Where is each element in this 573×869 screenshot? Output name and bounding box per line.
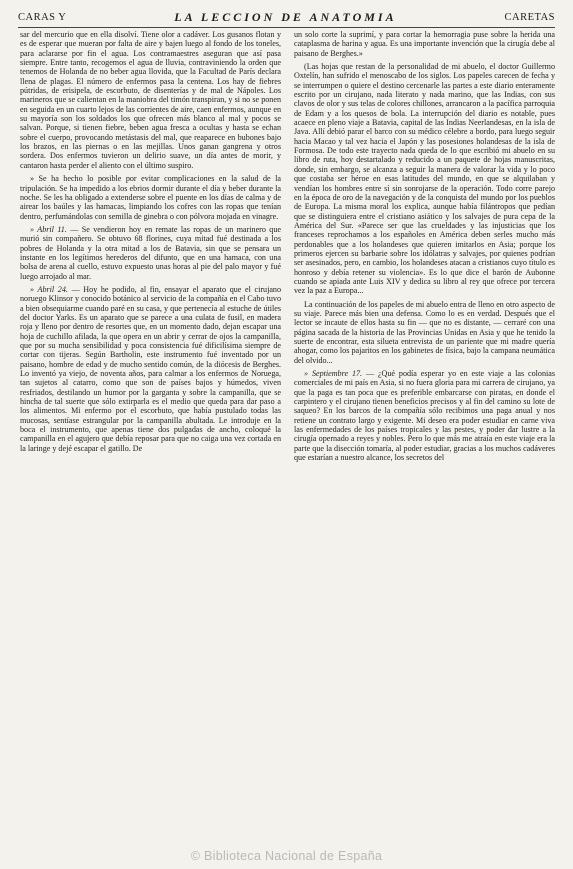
paragraph bbox=[294, 300, 555, 365]
diary-entry-date: » Septiembre 17. bbox=[304, 369, 363, 379]
paragraph-text: La continuación de los papeles de mi abuelo entra de lleno en otro aspecto de su viaje. Parece más bien una defensa. Como lo es en verdad. Después que el lector se incaute de ellos hasta su fin — que no es distante, — cerraré con una página sacada de la historia de las Provincias Unidas en Asia y que he tenido la suerte de encontrar, esta silueta entrevista de un pariente que mi madre quería ahogar, como los pajaritos en los gabinetes de física, bajo la campana neumática del olvido... bbox=[294, 299, 555, 365]
paragraph bbox=[294, 62, 555, 296]
right-column bbox=[294, 30, 555, 837]
library-watermark: © Biblioteca Nacional de España bbox=[190, 849, 383, 863]
article-body bbox=[20, 30, 555, 837]
left-column bbox=[20, 30, 281, 837]
paragraph-text: un solo corte la suprimí, y para cortar la hemorragia puse sobre la herida una cataplasma de harina y agua. Es una importante invención que la cirugía debe al paisano de Berghes.» bbox=[294, 30, 555, 58]
diary-entry-date: » Abril 24. bbox=[30, 284, 68, 294]
header-rule bbox=[18, 27, 555, 28]
paragraph-text: (Las hojas que restan de la personalidad de mi abuelo, el doctor Guillermo Oxtelín, han sufrido el menoscabo de los siglos. Los papeles carecen de fecha y se interrumpen o quiere el destino cercenarle las partes a este diario enteramente escrito por un cirujano, nada literato y nada marino, que las Indias, con sus clavos de olor y sus telas de colores chillones, arrancaron a la pacífica parroquia de Edam y a los quesos de bola. La interrupción del diario es notable, pues acaece en pleno viaje a Batavia, capital de las Indias Neerlandesas, en la isla de Java. Allí debió parar el barco con su médico célebre a bordo, para luego seguir hacia Macao y tal vez hacia el Japón y las posesiones holandesas de la isla de Formosa. De todo este trayecto nada queda de lo que escribió mi abuelo en su libro de ruta, hoy destartalado y reducido a un paquete de hojas manuscritas, donde, sin embargo, se alcanza a seguir la manera de valorar la vida y lo poco que costaba ser héroe en esas latitudes del mundo, en que se alquilaban y vendían los hombres entre sí sin sonrojarse de la operación. Todo corre parejo en la época de oro de la navegación y de la conquista del mundo por los pueblos de Europa. La misma moral los explica, aunque había filántropos que pedían que se distinguiera entre el cristiano asiático y los salvajes de pura cepa de la América del Sur. «Parece ser que las crueldades y las injusticias que los franceses reprochamos a los españoles en América deben serles mucho más perdonables que a los holandeses que quieren imitarlos en Asia; porque los primeros ejercen su barbarie sobre los idólatras y salvajes, por quienes podrían ser asesinados, pero, en cambio, los holandeses atacan a cristianos cuyo título es honroso y debía retener su violencia». Es lo que dice el barón de Aubonne cuando se apiada ante Luis XIV y dedica su libro al rey que ofrece por tercera vez la paz a Europa... bbox=[294, 62, 555, 296]
paragraph bbox=[20, 225, 281, 281]
article-title: LA LECCION DE ANATOMIA bbox=[174, 9, 397, 24]
paragraph bbox=[294, 369, 555, 462]
paragraph-text: — ¿Qué podía esperar yo en este viaje a las colonias comerciales de mi país en Asia, si no fuera gloria para mi carrera de cirujano, ya que la paga es tan poca que es preferible embarcarse con piratas, en donde el carpintero y el cirujano tienen beneficios precisos y al fin del camino su lote de saqueo? En los barcos de la compañía sólo recibimos una paga anual y nos retiene un contrato largo y exigente. Mi deseo era poder estudiar en carne viva las enfermedades de los países tropicales y las pestes, y poder dar lustre a la cirugía opernado a reyes y nobles. Pero lo que más me atraía en este viaje era la parte que la disección tomaría, al poder estudiar, gracias a los muchos cadáveres que estarían a nuestro alcance, los secretos del bbox=[294, 369, 555, 463]
paragraph-text: — Se vendieron hoy en remate las ropas de un marinero que murió sin compañero. Se obtuvo 68 florines, cuya mitad fué destinada a los pobres de Holanda y la otra mitad a los de Batavia, sin que se pensara un instante en los legítimos herederos del difunto, que en una hamaca, con una bolsa de arena al cuello, estuvo expuesto unas horas al pie del palo mayor y fué luego arrojado al mar. bbox=[20, 224, 281, 281]
paragraph-text: sar del mercurio que en ella disolví. Tiene olor a cadáver. Los gusanos flotan y es de esperar que mueran por falta de aire y bajen luego al fondo de los toneles, para aclararse por fin el agua. Los contramaestres aseguran que así pasa siempre. Entre tanto, recogemos el agua de lluvia, contraviniendo la orden que tenemos de Holanda de no beber agua llovida, que la Facultad de París declara llena de plagas. El número de enfermos pasa la centena. Los hay de fiebres pútridas, de erisipela, de escorbuto, de disenterías y de mal de Nápoles. Los marineros que se calientan en la maniobra del timón transpiran, y si no se ponen en seguida en un cuarto lejos de las corrientes de aire, caen enfermos, aunque en su mayoría son los soldados los que ofrecen más blanco al mal y pocos se salvan. Porque, si tienen fiebre, beben agua fresca a ocultas y hasta se echan sobre el cuerpo, provocando metástasis del mal, que reaparece en bubones bajo los brazos, en las piernas o en las mejillas. Unos ganan gangrena y otros sordera. Dos enfermos tuvieron un delirio suave, un día antes de morir, y cantaron hasta perder el aliento con el último suspiro. bbox=[20, 30, 281, 170]
header-left-caption: CARAS Y bbox=[18, 11, 67, 23]
paragraph bbox=[20, 30, 281, 170]
page-header bbox=[18, 8, 555, 26]
paragraph bbox=[20, 285, 281, 453]
diary-entry-date: » Abril 11. bbox=[30, 224, 67, 234]
paragraph bbox=[20, 174, 281, 221]
header-right-caption: CARETAS bbox=[504, 11, 555, 23]
paragraph-text: — Hoy he podido, al fin, ensayar el aparato que el cirujano noruego Klinsor y conocido botánico al servicio de la compañía en el Cabo tuvo a bien obsequiarme cuando paré en su casa, y que pertenecía al estuche de útiles del doctor Yarks. Es un aparato que se parece a una culata de fusil, en madera roja y lleno por dentro de resortes que, en un momento dado, dejan escapar una hoja de cuchillo afilada, la que opera en un abrir y cerrar de ojos la campanilla, que por su mucha sensibilidad y poca consistencia fué dificilísima siempre de cortar con tijeras. Según Bartholin, este instrumento fué inventado por un paisano, hombre de edad y de mucho sentido común, de la diócesis de Berghes. Lo inventó ya viejo, de noventa años, para calmar a los enfermos de Noruega, tan sujetos al catarro, como que son de países bajos y húmedos, viven resfriados, destilando un humor por la garganta y sobre la campanilla, que se hincha de tal suerte que sólo extirparla es el medio que queda para dar paso a los alimentos. Mi enfermo por el escorbuto, que había pustulado todas las mucosas, sentíase estrangular por la campanilla abultada. Le introduje en la boca el instrumento, que apenas tiene dos pulgadas de ancho, coloqué la campanilla en el agujero que debía reposar para que no caiga una vez cortada en la laringe y dejé escapar el gatillo. De bbox=[20, 284, 281, 453]
paragraph bbox=[294, 30, 555, 58]
paragraph-text: » Se ha hecho lo posible por evitar complicaciones en la salud de la tripulación. Se ha impedido a los ebrios dormir durante el día y beber durante la noche. Se les ha obligado a extenderse sobre el puente en los días de calma y de airear los baúles y las hamacas, limpiando los cofres con las ropas que tenían dentro, perfumándolas con semilla de ginebra o con pólvora mojada en vinagre. bbox=[20, 174, 281, 221]
